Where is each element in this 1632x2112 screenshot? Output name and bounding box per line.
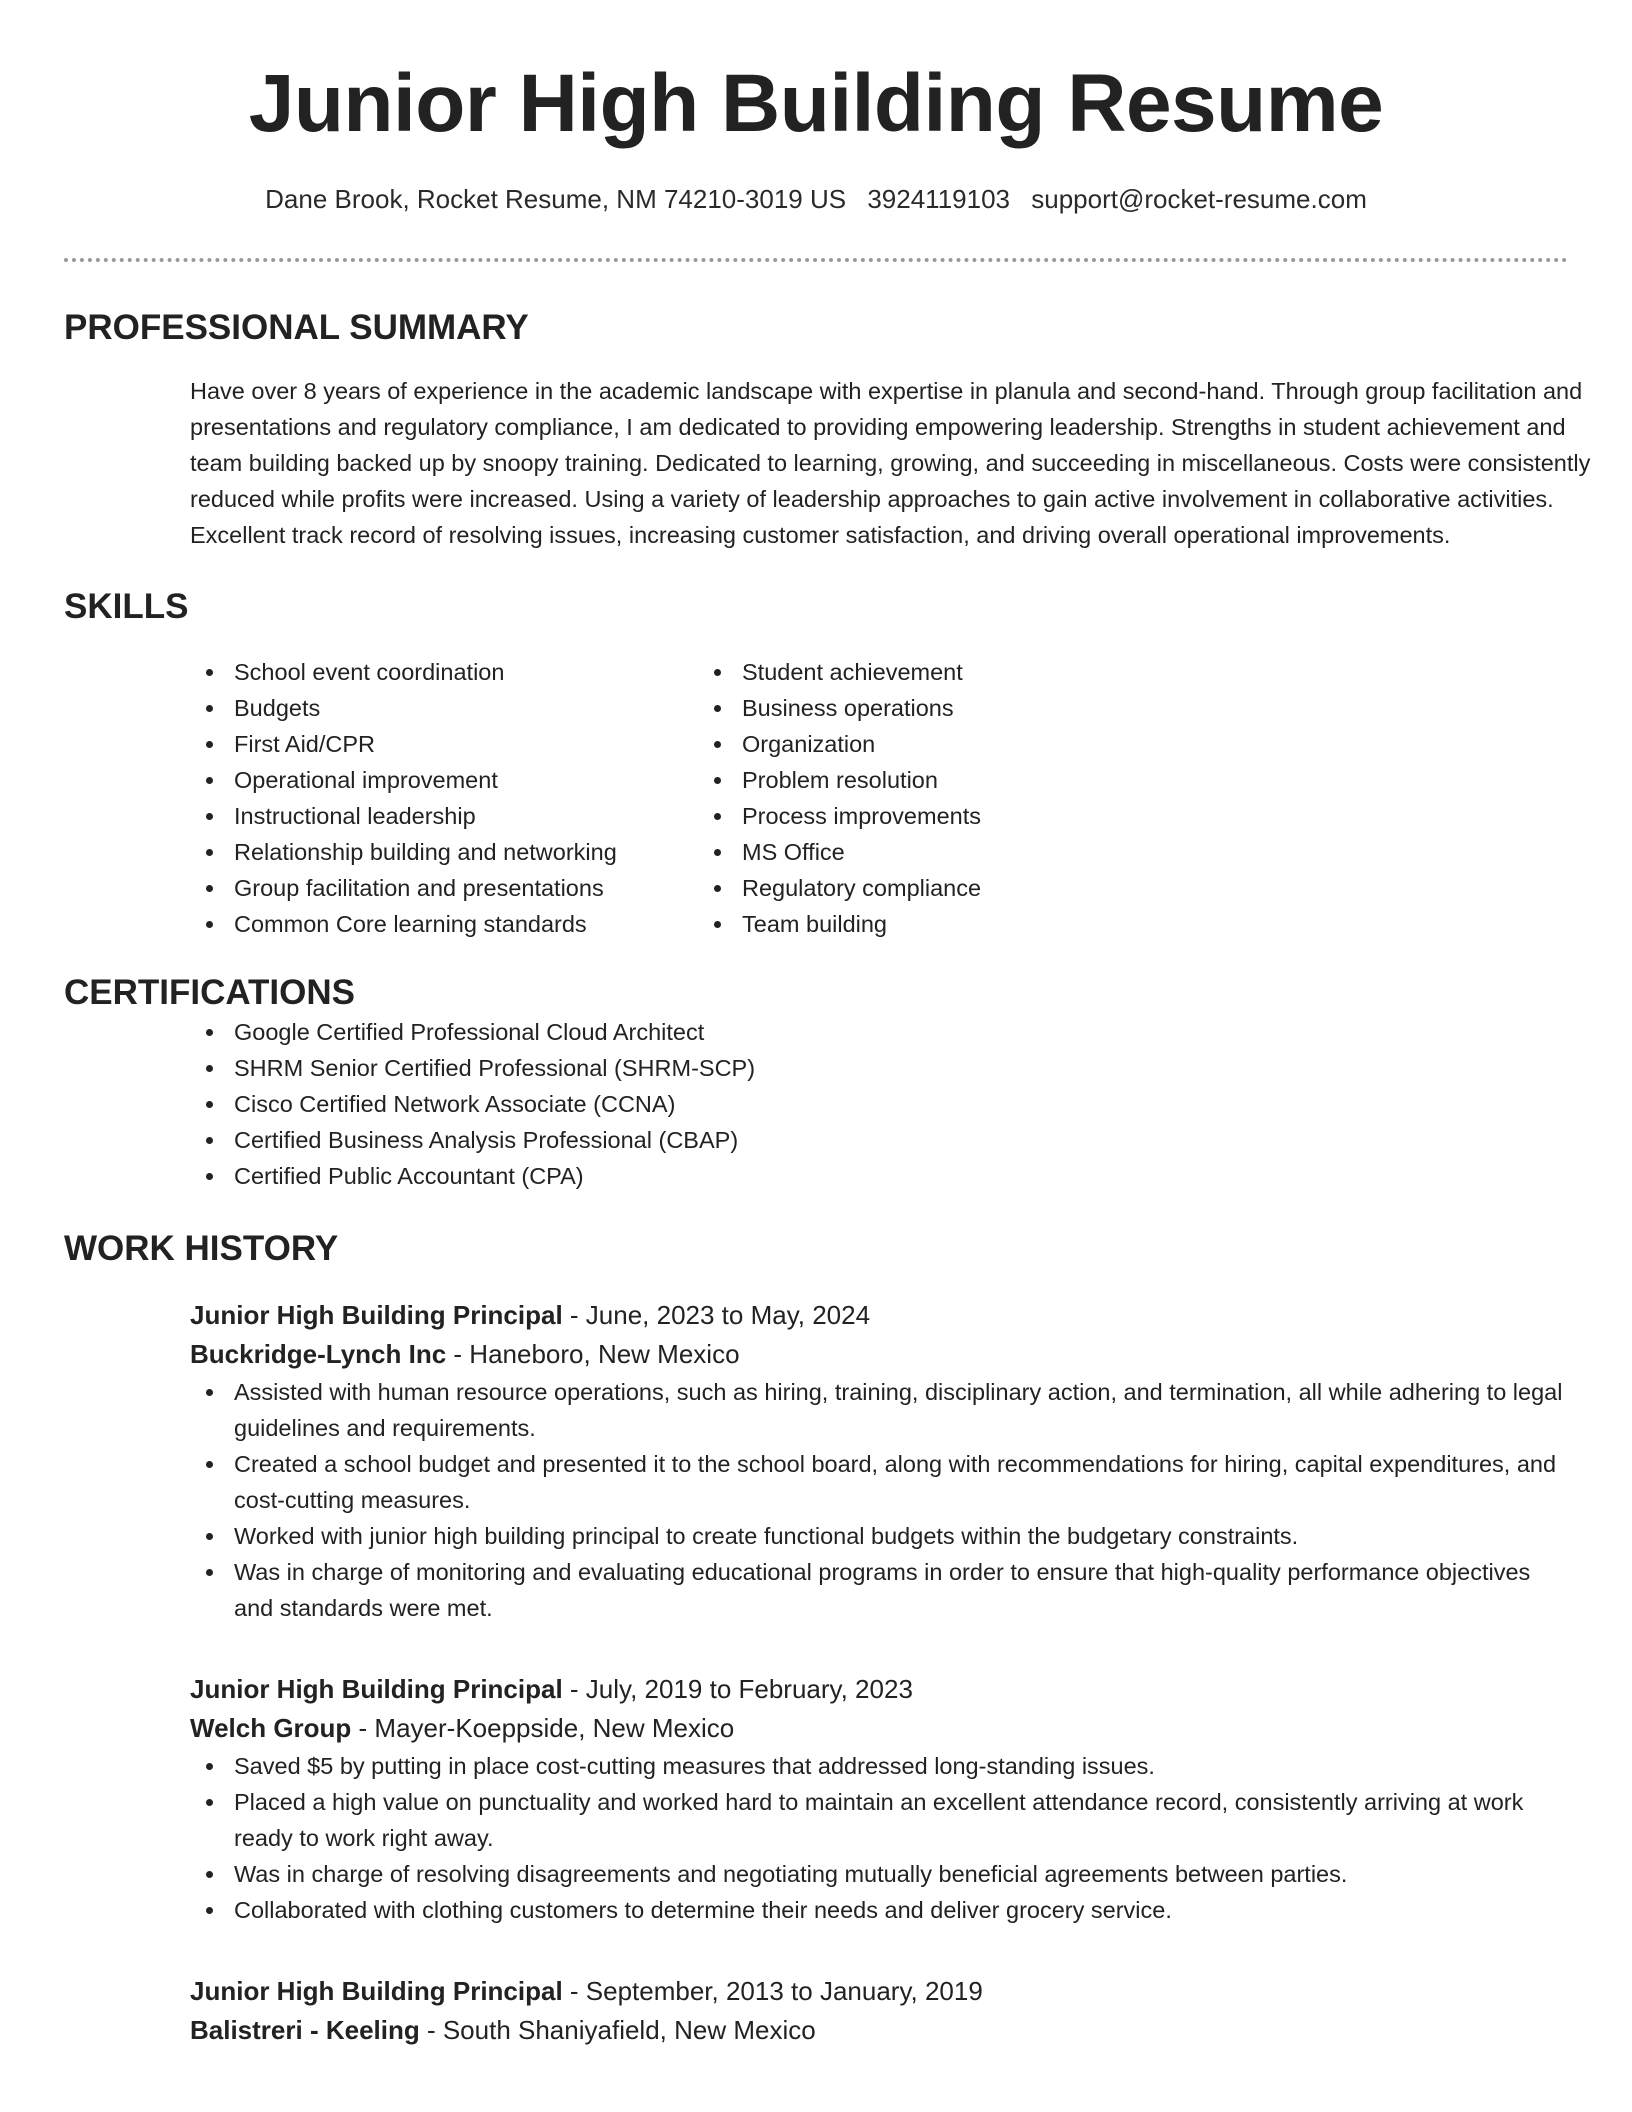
summary-heading: PROFESSIONAL SUMMARY [64, 308, 529, 347]
skills-section [64, 586, 1568, 942]
skill-item: First Aid/CPR [64, 726, 742, 762]
job-title-line [190, 1972, 1568, 2011]
resume-title: Junior High Building Resume [248, 58, 1384, 149]
job-company-line [190, 1335, 1568, 1374]
job-location: - South Shaniyafield, New Mexico [419, 2015, 816, 2045]
job-company: Buckridge-Lynch Inc [190, 1339, 447, 1369]
job-duty: Created a school budget and presented it to the school board, along with recommendations for hiring, capital expenditures, and cost-cutting measures. [64, 1446, 1568, 1518]
job-dates: - June, 2023 to May, 2024 [562, 1300, 871, 1330]
skills-grid [64, 654, 1568, 942]
job-company-line [190, 2011, 1568, 2050]
job-duties-list [64, 1748, 1568, 1928]
job-dates: - September, 2013 to January, 2019 [562, 1976, 983, 2006]
job-company: Balistreri - Keeling [190, 2015, 420, 2045]
job-location: - Haneboro, New Mexico [446, 1339, 740, 1369]
job-location: - Mayer-Koeppside, New Mexico [351, 1713, 735, 1743]
summary-section [64, 307, 1591, 553]
job-duties-list [64, 1374, 1568, 1626]
skill-item: Common Core learning standards [64, 906, 742, 942]
job-duty: Worked with junior high building principal to create functional budgets within the budgetary constraints. [64, 1518, 1568, 1554]
certification-item: Google Certified Professional Cloud Architect [64, 1014, 1568, 1050]
job-dates: - July, 2019 to February, 2023 [562, 1674, 913, 1704]
job-entry [64, 1670, 1568, 1928]
summary-text: Have over 8 years of experience in the academic landscape with expertise in planula and second-hand. Through group facilitation and presentations and regulatory compliance, I am dedicated to providing empowering leadership. Strengths in student achievement and team building backed up by snoopy training. Dedicated to learning, growing, and succeeding in miscellaneous. Costs were consistently reduced while profits were increased. Using a variety of leadership approaches to gain active involvement in collaborative activities. Excellent track record of resolving issues, increasing customer satisfaction, and driving overall operational improvements. [190, 378, 1591, 548]
skills-heading: SKILLS [64, 587, 189, 626]
skill-item: School event coordination [64, 654, 742, 690]
header-divider [64, 258, 1568, 262]
contact-address: Dane Brook, Rocket Resume, NM 74210-3019 US [265, 184, 847, 214]
skills-list-left [64, 654, 742, 942]
certification-item: Certified Business Analysis Professional (CBAP) [64, 1122, 1568, 1158]
job-entry [64, 1972, 1568, 2050]
job-duty: Placed a high value on punctuality and worked hard to maintain an excellent attendance record, consistently arriving at work ready to work right away. [64, 1784, 1568, 1856]
job-title: Junior High Building Principal [190, 1300, 563, 1330]
skill-item: Process improvements [742, 798, 981, 834]
skill-item: Problem resolution [742, 762, 981, 798]
skill-item: Operational improvement [64, 762, 742, 798]
certification-item: Certified Public Accountant (CPA) [64, 1158, 1568, 1194]
skill-item: Budgets [64, 690, 742, 726]
job-title: Junior High Building Principal [190, 1674, 563, 1704]
skill-item: Business operations [742, 690, 981, 726]
skill-item: MS Office [742, 834, 981, 870]
contact-phone: 3924119103 [867, 184, 1010, 214]
job-duty: Assisted with human resource operations, such as hiring, training, disciplinary action, and termination, all while adhering to legal guidelines and requirements. [64, 1374, 1568, 1446]
certification-item: SHRM Senior Certified Professional (SHRM-SCP) [64, 1050, 1568, 1086]
job-title-line [190, 1296, 1568, 1335]
job-company-line [190, 1709, 1568, 1748]
skill-item: Group facilitation and presentations [64, 870, 742, 906]
certifications-list [64, 1014, 1568, 1194]
skills-list-right [742, 654, 981, 942]
job-duty: Saved $5 by putting in place cost-cutting measures that addressed long-standing issues. [64, 1748, 1568, 1784]
skill-item: Organization [742, 726, 981, 762]
work-history-heading: WORK HISTORY [64, 1229, 339, 1268]
job-duty: Collaborated with clothing customers to determine their needs and deliver grocery service. [64, 1892, 1568, 1928]
work-history-section [64, 1228, 1568, 2050]
skill-item: Regulatory compliance [742, 870, 981, 906]
job-entry [64, 1296, 1568, 1626]
certifications-section [64, 972, 1568, 1194]
job-title-line [190, 1670, 1568, 1709]
skill-item: Student achievement [742, 654, 981, 690]
skill-item: Team building [742, 906, 981, 942]
skill-item: Relationship building and networking [64, 834, 742, 870]
job-title: Junior High Building Principal [190, 1976, 563, 2006]
certifications-heading: CERTIFICATIONS [64, 973, 356, 1012]
contact-email: support@rocket-resume.com [1031, 184, 1367, 214]
contact-line [64, 182, 1568, 216]
job-duty: Was in charge of monitoring and evaluating educational programs in order to ensure that high-quality performance objectives and standards were met. [64, 1554, 1568, 1626]
job-duty: Was in charge of resolving disagreements and negotiating mutually beneficial agreements between parties. [64, 1856, 1568, 1892]
certification-item: Cisco Certified Network Associate (CCNA) [64, 1086, 1568, 1122]
job-company: Welch Group [190, 1713, 352, 1743]
skill-item: Instructional leadership [64, 798, 742, 834]
